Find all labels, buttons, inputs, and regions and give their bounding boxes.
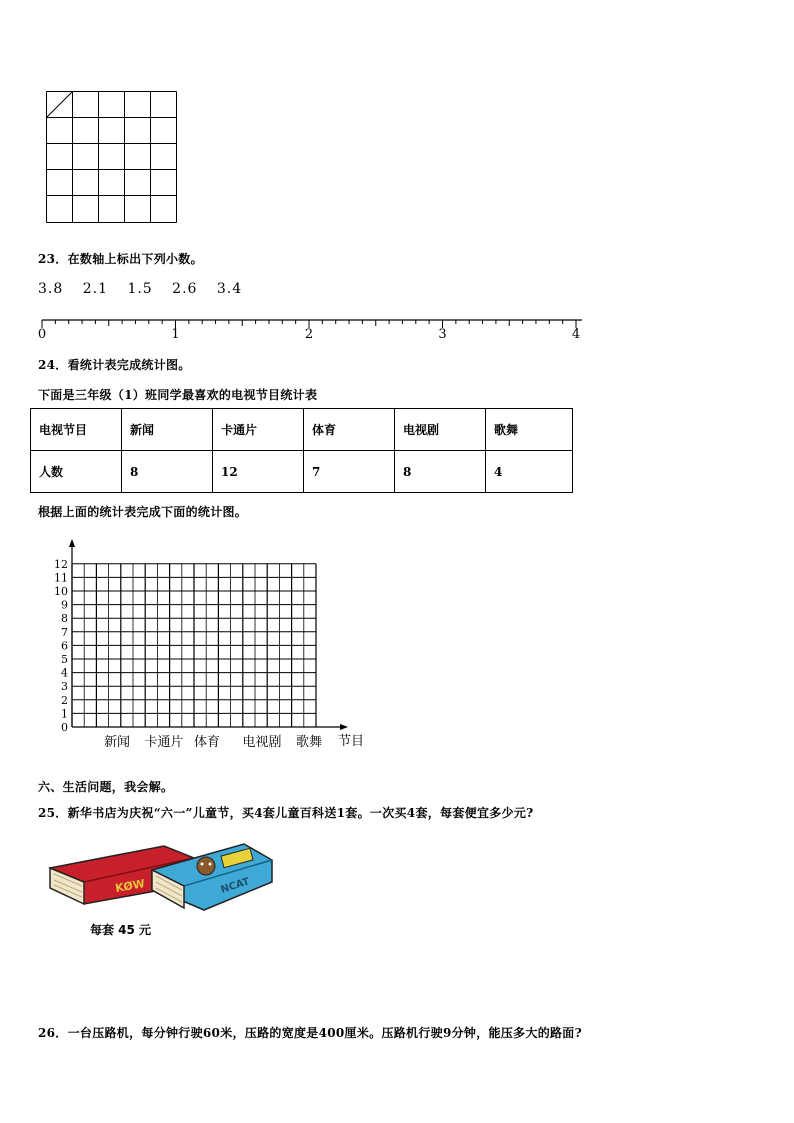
books-illustration [44, 838, 276, 918]
table-cell: 电视节目 [31, 409, 122, 451]
x-tick-label: 新闻 [103, 735, 131, 750]
table-cell: 歌舞 [486, 409, 573, 451]
number-line-label: 1 [171, 327, 180, 342]
x-tick-label: 歌舞 [295, 735, 323, 750]
number-line-label: 3 [438, 327, 447, 342]
table-cell: 12 [213, 451, 304, 493]
number-line-label: 0 [37, 327, 47, 342]
table-cell: 卡通片 [213, 409, 304, 451]
y-tick-label: 5 [61, 653, 68, 666]
x-axis-arrow [340, 724, 348, 730]
decimal-item: 3.4 [216, 281, 243, 297]
y-tick-label: 11 [54, 571, 68, 585]
table-cell: 人数 [31, 451, 122, 493]
svg-text:NCAT: NCAT [219, 876, 251, 896]
number-line[interactable] [36, 306, 584, 342]
y-tick-label: 0 [61, 721, 68, 734]
y-tick-label: 9 [61, 598, 68, 612]
table-cell: 体育 [304, 409, 395, 451]
y-tick-label: 1 [61, 707, 68, 721]
table-cell: 新闻 [122, 409, 213, 451]
decimal-item: 2.1 [82, 281, 108, 297]
y-tick-label: 6 [61, 639, 68, 653]
question-24: 24．看统计表完成统计图。 [38, 358, 191, 372]
y-tick-label: 4 [61, 666, 68, 680]
decimal-item: 3.8 [38, 281, 64, 297]
question-23: 23．在数轴上标出下列小数。 [38, 252, 203, 266]
x-tick-label: 电视剧 [242, 735, 282, 750]
table-cell: 8 [122, 451, 213, 493]
y-tick-label: 8 [61, 612, 68, 626]
y-axis-arrow [69, 539, 75, 547]
table-cell: 电视剧 [395, 409, 486, 451]
decimal-item: 2.6 [172, 281, 198, 297]
y-tick-label: 7 [61, 625, 68, 639]
number-line-label: 2 [304, 327, 314, 342]
table-cell: 7 [304, 451, 395, 493]
chart-instruction: 根据上面的统计表完成下面的统计图。 [38, 505, 248, 519]
x-tick-label: 体育 [193, 735, 221, 750]
decimal-list [38, 281, 242, 297]
stat-table [30, 408, 573, 493]
bar-chart-grid[interactable] [50, 535, 380, 760]
question-25: 25．新华书店为庆祝“六一”儿童节，买4套儿童百科送1套。一次买4套，每套便宜多少元? [38, 806, 534, 820]
square-grid [46, 91, 179, 224]
table-title: 下面是三年级（1）班同学最喜欢的电视节目统计表 [38, 388, 318, 402]
question-26: 26．一台压路机，每分钟行驶60米，压路的宽度是400厘米。压路机行驶9分钟，能压多大的路面? [38, 1026, 582, 1040]
table-cell: 8 [395, 451, 486, 493]
table-row [31, 451, 573, 493]
table-cell: 4 [486, 451, 573, 493]
table-row [31, 409, 573, 451]
y-tick-label: 3 [61, 680, 68, 694]
price-caption: 每套 45 元 [90, 923, 152, 937]
x-axis-label: 节目 [338, 734, 365, 749]
number-line-label: 4 [571, 327, 581, 342]
svg-text:KØW: KØW [114, 876, 146, 895]
y-tick-label: 10 [54, 585, 68, 598]
x-tick-label: 卡通片 [144, 735, 184, 750]
decimal-item: 1.5 [127, 281, 153, 297]
y-tick-label: 2 [61, 693, 68, 707]
y-tick-label: 12 [54, 557, 68, 571]
section-title: 六、生活问题，我会解。 [38, 780, 174, 794]
